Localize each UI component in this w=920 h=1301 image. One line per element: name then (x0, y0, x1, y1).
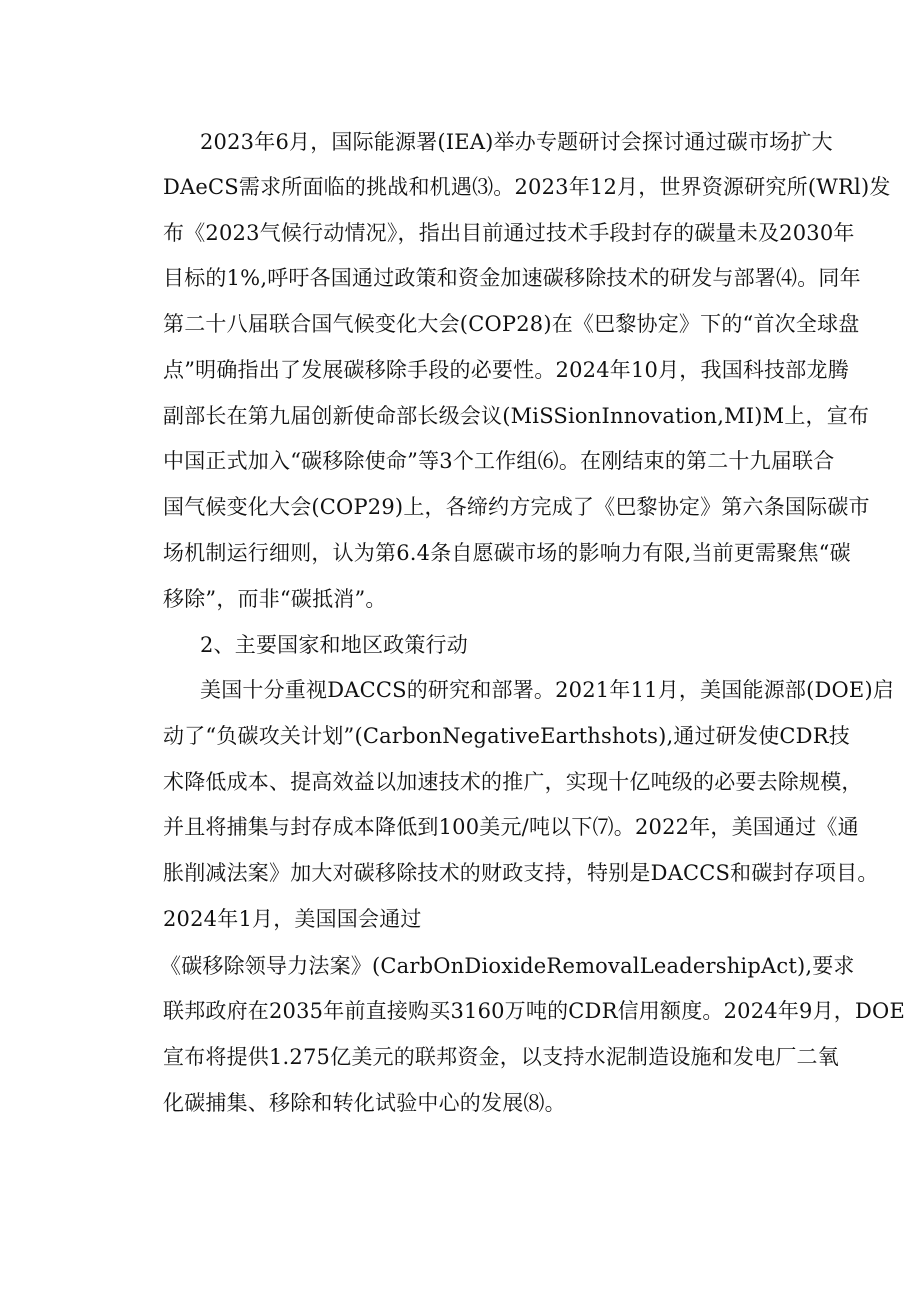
paragraph-2-line-1: 美国十分重视DACCS的研究和部署。2021年11月，美国能源部(DOE)启 (200, 678, 895, 702)
paragraph-1-line-8: 中国正式加入“碳移除使命”等3个工作组⑹。在刚结束的第二十九届联合 (163, 449, 835, 473)
paragraph-1-line-4: 目标的1%,呼吁各国通过政策和资金加速碳移除技术的研发与部署⑷。同年 (163, 266, 861, 290)
paragraph-1-line-2: DAeCS需求所面临的挑战和机遇⑶。2023年12月，世界资源研究所(WRl)发 (163, 175, 891, 199)
paragraph-3-line-1: 《碳移除领导力法案》(CarbOnDioxideRemovalLeadershipAct),要求 (160, 954, 855, 978)
paragraph-3-line-4: 化碳捕集、移除和转化试验中心的发展⑻。 (163, 1091, 566, 1115)
paragraph-2-line-2: 动了“负碳攻关计划”(CarbonNegativeEarthshots),通过研发使CDR技 (163, 724, 850, 748)
paragraph-2-line-3: 术降低成本、提高效益以加速技术的推广，实现十亿吨级的必要去除规模， (163, 770, 863, 794)
paragraph-3-line-2: 联邦政府在2035年前直接购买3160万吨的CDR信用额度。2024年9月，DOE (163, 999, 905, 1023)
paragraph-1-line-11: 移除”，而非“碳抵消”。 (163, 587, 387, 611)
paragraph-2-line-4: 并且将捕集与封存成本降低到100美元/吨以下⑺。2022年，美国通过《通 (163, 815, 859, 839)
paragraph-1-line-7: 副部长在第九届创新使命部长级会议(MiSSionInnovation,MI)M上，宣布 (163, 404, 870, 428)
paragraph-2-line-6: 2024年1月，美国国会通过 (163, 907, 422, 931)
paragraph-1-line-3: 布《2023气候行动情况》，指出目前通过技术手段封存的碳量未及2030年 (163, 221, 855, 245)
paragraph-3-line-3: 宣布将提供1.275亿美元的联邦资金，以支持水泥制造设施和发电厂二氧 (163, 1045, 839, 1069)
paragraph-1-line-5: 第二十八届联合国气候变化大会(COP28)在《巴黎协定》下的“首次全球盘 (163, 312, 860, 336)
paragraph-2-line-5: 胀削减法案》加大对碳移除技术的财政支持，特别是DACCS和碳封存项目。 (163, 861, 879, 885)
section-heading: 2、主要国家和地区政策行动 (200, 633, 468, 657)
paragraph-1-line-9: 国气候变化大会(COP29)上，各缔约方完成了《巴黎协定》第六条国际碳市 (163, 495, 870, 519)
paragraph-1-line-6: 点”明确指出了发展碳移除手段的必要性。2024年10月，我国科技部龙腾 (163, 358, 849, 382)
paragraph-1-line-10: 场机制运行细则，认为第6.4条自愿碳市场的影响力有限,当前更需聚焦“碳 (163, 541, 851, 565)
paragraph-1-line-1: 2023年6月，国际能源署(IEA)举办专题研讨会探讨通过碳市场扩大 (200, 130, 833, 154)
